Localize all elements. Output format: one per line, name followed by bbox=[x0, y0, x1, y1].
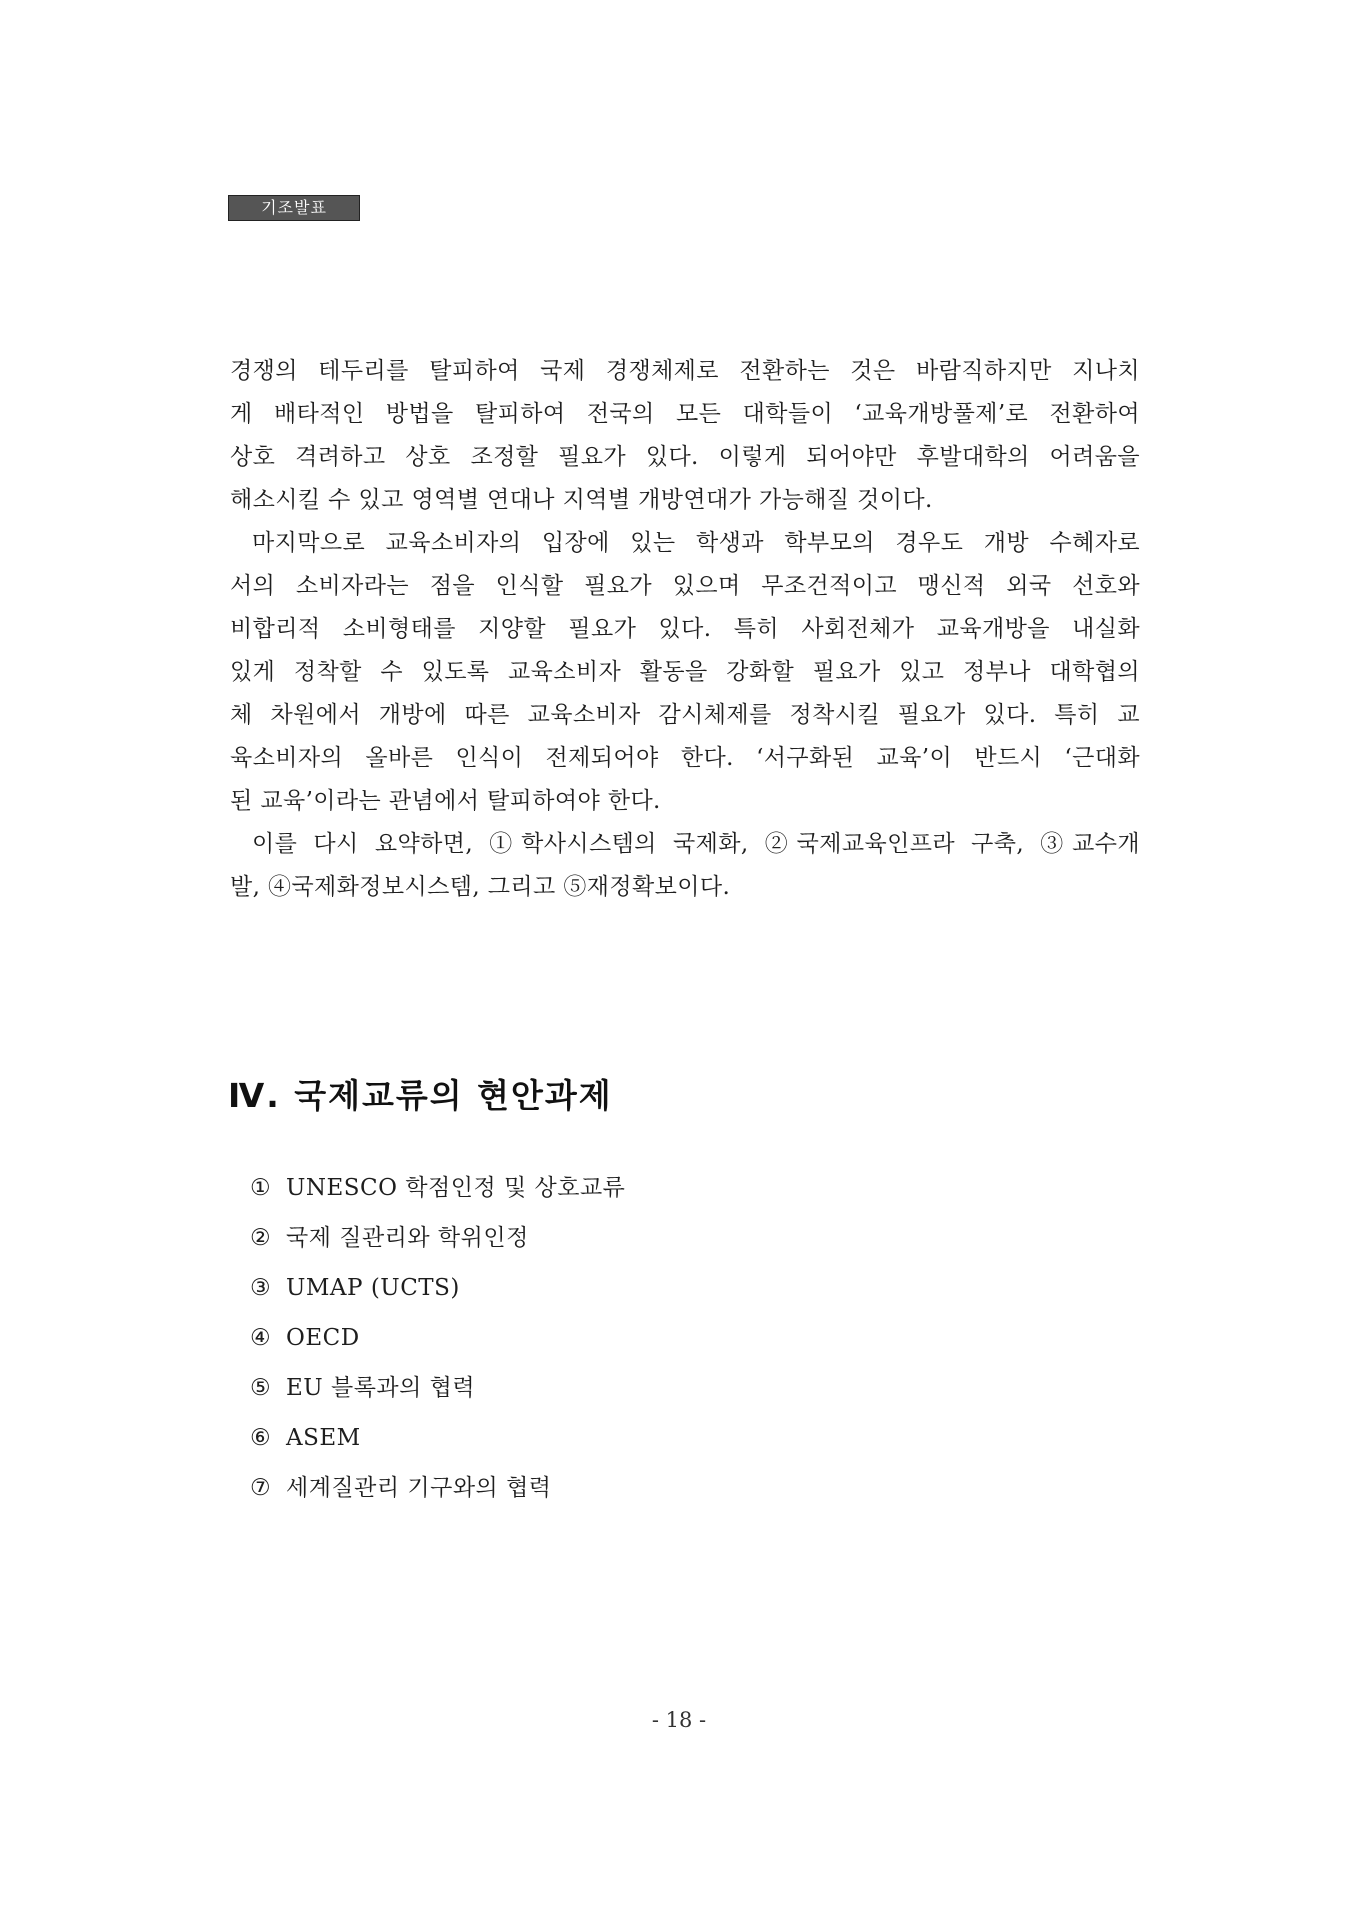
list-item bbox=[250, 1313, 625, 1363]
paragraph-line: 비합리적 소비형태를 지양할 필요가 있다. 특히 사회전체가 교육개방을 내실화 bbox=[230, 616, 1140, 642]
paragraph-line: 이를 다시 요약하면, ①학사시스템의 국제화, ②국제교육인프라 구축, ③교수개 bbox=[252, 831, 1140, 857]
list-item bbox=[250, 1263, 625, 1313]
list-marker: ⑦ bbox=[250, 1475, 272, 1501]
paragraph-line: 해소시킬 수 있고 영역별 연대나 지역별 개방연대가 가능해질 것이다. bbox=[230, 487, 933, 513]
page-number: - 18 - bbox=[651, 1708, 707, 1732]
paragraph-line: 발, ④국제화정보시스템, 그리고 ⑤재정확보이다. bbox=[230, 874, 731, 900]
list-item-text: 국제 질관리와 학위인정 bbox=[286, 1225, 529, 1251]
list-item-text: OECD bbox=[286, 1325, 360, 1351]
list-item-text: 세계질관리 기구와의 협력 bbox=[286, 1475, 552, 1501]
paragraph-line: 상호 격려하고 상호 조정할 필요가 있다. 이렇게 되어야만 후발대학의 어려움을 bbox=[230, 444, 1140, 470]
list-item bbox=[250, 1463, 625, 1513]
section-heading: Ⅳ. 국제교류의 현안과제 bbox=[228, 1076, 613, 1115]
list-item bbox=[250, 1163, 625, 1213]
section-tag: 기조발표 bbox=[228, 195, 360, 221]
paragraph-line: 있게 정착할 수 있도록 교육소비자 활동을 강화할 필요가 있고 정부나 대학협의 bbox=[230, 659, 1140, 685]
list-marker: ② bbox=[250, 1225, 272, 1251]
paragraph-line: 육소비자의 올바른 인식이 전제되어야 한다. ‘서구화된 교육’이 반드시 ‘근대화 bbox=[230, 745, 1140, 771]
list-marker: ⑤ bbox=[250, 1375, 272, 1401]
paragraph-line: 된 교육’이라는 관념에서 탈피하여야 한다. bbox=[230, 788, 661, 814]
paragraph-line: 경쟁의 테두리를 탈피하여 국제 경쟁체제로 전환하는 것은 바람직하지만 지나치 bbox=[230, 358, 1140, 384]
body-text bbox=[230, 350, 1140, 909]
list-item-text: UMAP (UCTS) bbox=[286, 1275, 460, 1301]
list-marker: ⑥ bbox=[250, 1425, 272, 1451]
list-marker: ④ bbox=[250, 1325, 272, 1351]
list-item-text: EU 블록과의 협력 bbox=[286, 1375, 476, 1401]
list-item bbox=[250, 1413, 625, 1463]
list-item-text: ASEM bbox=[286, 1425, 361, 1451]
paragraph-line: 게 배타적인 방법을 탈피하여 전국의 모든 대학들이 ‘교육개방풀제’로 전환하여 bbox=[230, 401, 1140, 427]
paragraph-line: 서의 소비자라는 점을 인식할 필요가 있으며 무조건적이고 맹신적 외국 선호와 bbox=[230, 573, 1140, 599]
paragraph-line: 마지막으로 교육소비자의 입장에 있는 학생과 학부모의 경우도 개방 수혜자로 bbox=[252, 530, 1140, 556]
list-marker: ③ bbox=[250, 1275, 272, 1301]
list-marker: ① bbox=[250, 1175, 272, 1201]
list-item-text: UNESCO 학점인정 및 상호교류 bbox=[286, 1175, 626, 1201]
issue-list bbox=[250, 1163, 625, 1513]
list-item bbox=[250, 1213, 625, 1263]
list-item bbox=[250, 1363, 625, 1413]
paragraph-line: 체 차원에서 개방에 따른 교육소비자 감시체제를 정착시킬 필요가 있다. 특히 교 bbox=[230, 702, 1140, 728]
